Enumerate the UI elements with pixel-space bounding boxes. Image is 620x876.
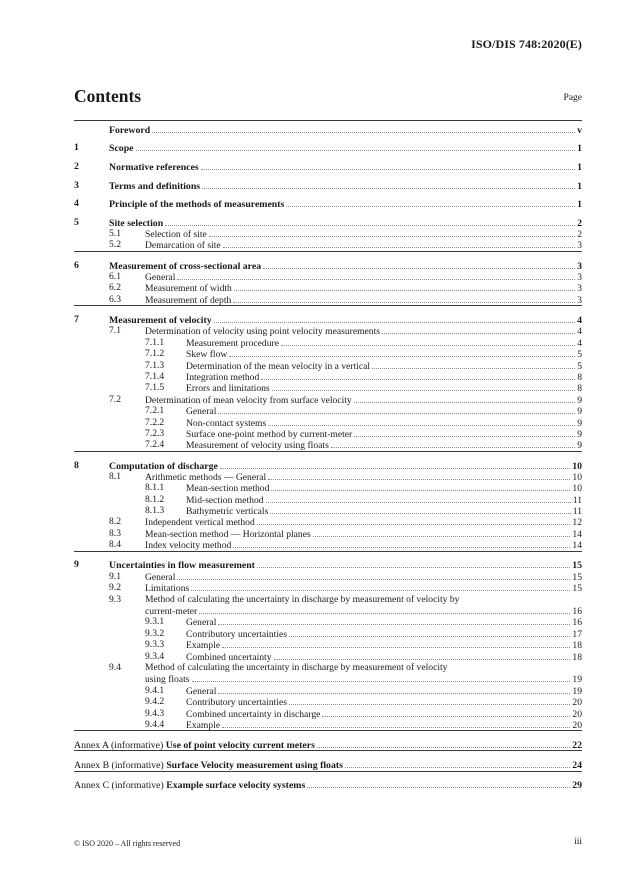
toc-entry-page: 1 <box>577 161 582 173</box>
toc-entry-number: 8.1.1 <box>145 482 165 494</box>
toc-entry-number: 4 <box>74 198 79 210</box>
dot-leader <box>223 239 576 248</box>
toc-entry-page: 15 <box>572 583 582 595</box>
toc-entry-label: Non-contact systems <box>186 417 267 429</box>
toc-entry-text <box>186 439 582 451</box>
toc-entry-label: Combined uncertainty in discharge <box>186 708 321 720</box>
dot-leader <box>165 217 575 226</box>
toc-entry[interactable] <box>74 124 582 135</box>
toc-entry-number: 8.2 <box>109 516 121 528</box>
toc-entry-label: Measurement of velocity <box>109 315 212 327</box>
dot-leader <box>261 371 575 380</box>
toc-entry-page: 5 <box>577 360 582 372</box>
toc-entry-page: 16 <box>572 605 582 617</box>
toc-entry-title <box>145 295 231 306</box>
dot-leader <box>202 180 575 189</box>
toc-entry[interactable] <box>74 371 582 382</box>
toc-entry-label: Terms and definitions <box>109 180 201 192</box>
toc-entry-label: Example <box>186 640 221 652</box>
toc-entry-page: 20 <box>572 708 582 720</box>
toc-entry[interactable] <box>74 282 582 293</box>
toc-entry-label: Mid-section method <box>186 494 264 506</box>
toc-entry-number: 8.1.2 <box>145 493 165 505</box>
toc-entry[interactable] <box>74 539 582 550</box>
toc-entry-label: Mean-section method <box>186 483 270 495</box>
toc-entry-number: 8.3 <box>109 527 121 539</box>
dot-leader <box>229 348 575 357</box>
toc-entry-text <box>109 124 582 136</box>
toc-entry-label: General <box>186 406 217 418</box>
toc-entry[interactable] <box>74 739 582 750</box>
dot-leader <box>199 605 570 614</box>
toc-entry[interactable] <box>74 594 582 605</box>
toc-entry-label: Method of calculating the uncertainty in discharge by measurement of velocity by <box>145 593 460 605</box>
toc-entry-page: 5 <box>577 349 582 361</box>
toc-entry-number: 9.2 <box>109 582 121 594</box>
dot-leader <box>234 282 575 291</box>
toc-entry-page: 22 <box>572 740 582 752</box>
toc-entry-label: Surface one-point method by current-meter <box>186 428 353 440</box>
toc-entry[interactable] <box>74 616 582 627</box>
toc-entry-number: 9.1 <box>109 570 121 582</box>
dot-leader <box>136 142 576 151</box>
dot-leader <box>218 616 570 625</box>
toc-entry[interactable] <box>74 460 582 471</box>
toc-entry-title <box>145 240 221 251</box>
dot-leader <box>177 571 570 580</box>
toc-entry-number: 7.2.1 <box>145 405 165 417</box>
toc-entry-label: Measurement of width <box>145 283 232 295</box>
toc-entry-number: 7.2.2 <box>145 416 165 428</box>
toc-entry[interactable] <box>74 142 582 153</box>
toc-entry-page: 3 <box>577 294 582 306</box>
toc-entry-label: Site selection <box>109 217 164 229</box>
dot-leader <box>382 325 575 334</box>
toc-entry-number: 7.1.4 <box>145 370 165 382</box>
toc-entry-text <box>74 759 582 771</box>
dot-leader <box>286 198 575 207</box>
toc-entry-page: 3 <box>577 272 582 284</box>
toc-entry-label: Arithmetic methods — General <box>145 471 267 483</box>
dot-leader <box>218 685 570 694</box>
toc-entry[interactable] <box>74 559 582 570</box>
toc-entry-number: 5 <box>74 216 79 228</box>
toc-entry-page: 10 <box>572 471 582 483</box>
toc-entry-number: 8.1.3 <box>145 505 165 517</box>
dot-leader <box>372 360 575 369</box>
dot-leader <box>307 779 570 788</box>
toc-entry-text <box>74 739 582 751</box>
toc-entry-label: Contributory uncertainties <box>186 697 287 709</box>
toc-entry-label: Normative references <box>109 161 199 173</box>
dot-leader <box>233 539 570 548</box>
toc-entry-page: 9 <box>577 394 582 406</box>
toc-entry-label: Use of point velocity current meters <box>165 740 315 752</box>
toc-entry-label: Measurement of velocity using floats <box>186 440 329 452</box>
toc-entry-number: 1 <box>74 142 79 154</box>
dot-leader <box>331 439 575 448</box>
toc-entry-page: 3 <box>577 240 582 252</box>
toc-entry-label: Combined uncertainty <box>186 651 272 663</box>
toc-entry-label: Determination of mean velocity from surface velocity <box>145 394 352 406</box>
toc-entry-label: Skew flow <box>186 349 228 361</box>
toc-entry-text <box>74 779 582 791</box>
toc-entry-number: 9.4.4 <box>145 718 165 730</box>
toc-entry[interactable] <box>74 239 582 250</box>
toc-entry-label: General <box>186 685 217 697</box>
toc-entry[interactable] <box>74 696 582 707</box>
toc-entry-number: 9.3.1 <box>145 616 165 628</box>
toc-entry-number: 9.4 <box>109 661 121 673</box>
toc-entry-number: 7.1.3 <box>145 359 165 371</box>
toc-entry[interactable] <box>74 759 582 770</box>
dot-leader <box>233 294 575 303</box>
toc-entry-page: 9 <box>577 428 582 440</box>
toc-entry-label: General <box>145 272 176 284</box>
toc-entry[interactable] <box>74 337 582 348</box>
toc-entry-page: v <box>577 124 582 136</box>
toc-entry-page: 29 <box>572 780 582 792</box>
toc-entry-label: Measurement of depth <box>145 294 232 306</box>
toc-entry-label: Errors and limitations <box>186 383 270 395</box>
dot-leader <box>218 405 575 414</box>
dot-leader <box>345 759 570 768</box>
dot-leader <box>222 719 570 728</box>
toc-entry-page: 8 <box>577 371 582 383</box>
toc-entry-label: Measurement of cross-sectional area <box>109 260 262 272</box>
toc-entry-page: 3 <box>577 260 582 272</box>
toc-entry[interactable] <box>74 651 582 662</box>
toc-entry[interactable] <box>74 719 582 730</box>
toc-entry[interactable] <box>74 528 582 539</box>
toc-entry-number: 7.1.1 <box>145 336 165 348</box>
toc-entry[interactable] <box>74 582 582 593</box>
toc-entry-text <box>109 161 582 173</box>
toc-entry-page: 1 <box>577 199 582 211</box>
toc-entry[interactable] <box>74 779 582 790</box>
toc-entry-page: 16 <box>572 617 582 629</box>
dot-leader <box>268 471 570 480</box>
toc-entry-label: Independent vertical method <box>145 517 255 529</box>
dot-leader <box>263 260 575 269</box>
toc-entry-label: Limitations <box>145 583 190 595</box>
toc-entry-label: Measurement procedure <box>186 337 279 349</box>
page-column-label: Page <box>563 93 582 103</box>
toc-entry[interactable] <box>74 405 582 416</box>
toc-entry[interactable] <box>74 628 582 639</box>
toc-entry-label: current-meter <box>145 605 198 617</box>
toc-entry-page: 9 <box>577 417 582 429</box>
dot-leader <box>192 673 571 682</box>
toc-entry-text <box>145 539 582 551</box>
toc-entry[interactable] <box>74 260 582 271</box>
toc-entry[interactable] <box>74 494 582 505</box>
dot-leader <box>177 271 575 280</box>
toc-entry-text <box>145 239 582 251</box>
dot-leader <box>354 394 575 403</box>
toc-entry-label: General <box>145 571 176 583</box>
toc-entry-number: 8.4 <box>109 539 121 551</box>
toc-entry-title <box>109 162 199 173</box>
toc-entry[interactable] <box>74 294 582 305</box>
toc-entry-label: using floats <box>145 674 190 686</box>
toc-entry-page: 4 <box>577 337 582 349</box>
toc-entry-label: General <box>186 617 217 629</box>
dot-leader <box>317 739 570 748</box>
toc-entry-number: 9.3.2 <box>145 627 165 639</box>
toc-entry[interactable] <box>74 180 582 191</box>
toc-entry[interactable] <box>74 482 582 493</box>
toc-entry-label: Selection of site <box>145 229 207 241</box>
toc-entry-number: 6.3 <box>109 293 121 305</box>
toc-entry-title <box>109 125 150 136</box>
table-of-contents <box>74 120 582 791</box>
toc-entry[interactable] <box>74 605 582 616</box>
toc-entry-number: 7.2.4 <box>145 439 165 451</box>
toc-entry-number: 9.4.3 <box>145 707 165 719</box>
toc-entry[interactable] <box>74 428 582 439</box>
toc-entry-label: Method of calculating the uncertainty in discharge by measurement of velocity <box>145 661 448 673</box>
toc-entry[interactable] <box>74 271 582 282</box>
toc-entry-number: 7.1 <box>109 325 121 337</box>
page-number-footer: iii <box>574 837 582 847</box>
toc-entry-text <box>109 142 582 154</box>
document-id-header: ISO/DIS 748:2020(E) <box>471 37 582 51</box>
toc-entry-page: 2 <box>577 229 582 241</box>
toc-entry-page: 20 <box>572 719 582 731</box>
toc-entry[interactable] <box>74 161 582 172</box>
toc-entry-page: 15 <box>572 560 582 572</box>
toc-entry-text <box>109 180 582 192</box>
toc-entry-number: 9.4.1 <box>145 684 165 696</box>
toc-entry-page: 9 <box>577 406 582 418</box>
toc-entry-number: 2 <box>74 160 79 172</box>
annex-prefix: Annex B (informative) <box>74 760 167 772</box>
toc-entry-label: Scope <box>109 143 134 155</box>
toc-entry-page: 17 <box>572 628 582 640</box>
annex-prefix: Annex A (informative) <box>74 740 166 752</box>
toc-entry-page: 20 <box>572 697 582 709</box>
dot-leader <box>257 559 570 568</box>
toc-entry[interactable] <box>74 471 582 482</box>
toc-entry-label: Mean-section method — Horizontal planes <box>145 528 311 540</box>
dot-leader <box>201 161 575 170</box>
toc-entry[interactable] <box>74 673 582 684</box>
toc-entry[interactable] <box>74 439 582 450</box>
copyright-footer: © ISO 2020 – All rights reserved <box>74 839 181 848</box>
toc-entry-text <box>145 594 582 605</box>
toc-entry-number: 8 <box>74 459 79 471</box>
toc-entry-title <box>145 662 447 673</box>
dot-leader <box>270 505 570 514</box>
toc-entry-number: 6 <box>74 259 79 271</box>
toc-entry-page: 2 <box>577 217 582 229</box>
toc-entry-number: 7.2.3 <box>145 427 165 439</box>
dot-leader <box>152 124 575 133</box>
toc-entry-label: Determination of velocity using point velocity measurements <box>145 326 380 338</box>
toc-entry[interactable] <box>74 394 582 405</box>
toc-entry[interactable] <box>74 314 582 325</box>
toc-entry-number: 8.1 <box>109 470 121 482</box>
toc-entry-page: 10 <box>572 483 582 495</box>
toc-entry-number: 3 <box>74 179 79 191</box>
dot-leader <box>271 482 570 491</box>
toc-entry[interactable] <box>74 348 582 359</box>
toc-entry[interactable] <box>74 228 582 239</box>
toc-entry-page: 14 <box>572 528 582 540</box>
toc-entry-page: 11 <box>572 506 582 518</box>
page-title: Contents <box>74 86 142 106</box>
dot-leader <box>272 382 576 391</box>
toc-entry-number: 6.2 <box>109 282 121 294</box>
dot-leader <box>268 417 575 426</box>
toc-entry-title <box>109 181 200 192</box>
toc-entry-page: 24 <box>572 760 582 772</box>
toc-entry-page: 3 <box>577 283 582 295</box>
toc-entry-page: 12 <box>572 517 582 529</box>
annex-prefix: Annex C (informative) <box>74 780 167 792</box>
toc-entry-page: 18 <box>572 640 582 652</box>
toc-entry-title <box>186 720 220 731</box>
toc-entry-page: 14 <box>572 540 582 552</box>
toc-entry-label: Uncertainties in flow measurement <box>109 560 255 572</box>
dot-leader <box>313 528 571 537</box>
toc-entry-number: 5.1 <box>109 228 121 240</box>
toc-entry-number: 9 <box>74 559 79 571</box>
toc-entry-label: Determination of the mean velocity in a vertical <box>186 360 371 372</box>
dot-leader <box>274 651 571 660</box>
toc-entry-title <box>74 780 305 791</box>
toc-entry-label: Demarcation of site <box>145 240 221 252</box>
toc-entry-page: 15 <box>572 571 582 583</box>
toc-entry-number: 9.3 <box>109 593 121 605</box>
toc-entry-page: 8 <box>577 383 582 395</box>
toc-entry-number: 7 <box>74 314 79 326</box>
toc-entry[interactable] <box>74 505 582 516</box>
toc-entry[interactable] <box>74 417 582 428</box>
toc-entry[interactable] <box>74 382 582 393</box>
dot-leader <box>222 639 570 648</box>
toc-entry-page: 1 <box>577 180 582 192</box>
toc-entry-page: 10 <box>572 460 582 472</box>
toc-entry-number: 7.1.2 <box>145 348 165 360</box>
toc-entry-page: 11 <box>572 494 582 506</box>
toc-entry[interactable] <box>74 516 582 527</box>
toc-entry-text <box>109 198 582 210</box>
toc-entry[interactable] <box>74 662 582 673</box>
toc-entry-number: 9.3.4 <box>145 650 165 662</box>
toc-entry-title <box>145 594 459 605</box>
toc-entry-label: Principle of the methods of measurements <box>109 199 285 211</box>
toc-entry-title <box>109 143 134 154</box>
dot-leader <box>266 494 571 503</box>
toc-entry-label: Integration method <box>186 371 260 383</box>
dot-leader <box>209 228 575 237</box>
toc-entry[interactable] <box>74 360 582 371</box>
toc-entry-title <box>74 760 343 771</box>
toc-entry-number: 7.2 <box>109 393 121 405</box>
dot-leader <box>257 516 571 525</box>
toc-entry-number: 6.1 <box>109 271 121 283</box>
toc-entry[interactable] <box>74 708 582 719</box>
toc-entry-number: 9.3.3 <box>145 639 165 651</box>
toc-entry-page: 18 <box>572 651 582 663</box>
toc-entry-page: 4 <box>577 315 582 327</box>
toc-entry[interactable] <box>74 685 582 696</box>
toc-entry[interactable] <box>74 217 582 228</box>
toc-entry-number: 9.4.2 <box>145 696 165 708</box>
toc-entry-text <box>145 294 582 306</box>
toc-entry-page: 1 <box>577 143 582 155</box>
toc-entry-label: Contributory uncertainties <box>186 628 287 640</box>
toc-entry-label: Surface Velocity measurement using floats <box>166 760 343 772</box>
toc-entry-label: Example surface velocity systems <box>166 780 306 792</box>
toc-entry-label: Example <box>186 719 221 731</box>
toc-entry-title <box>145 540 231 551</box>
toc-entry-number: 5.2 <box>109 239 121 251</box>
toc-entry[interactable] <box>74 639 582 650</box>
toc-entry-page: 4 <box>577 326 582 338</box>
dot-leader <box>220 460 570 469</box>
toc-entry-label: Index velocity method <box>145 540 232 552</box>
toc-entry[interactable] <box>74 198 582 209</box>
dot-leader <box>289 628 570 637</box>
toc-entry-title <box>186 440 329 451</box>
toc-entry[interactable] <box>74 571 582 582</box>
toc-entry-page: 9 <box>577 440 582 452</box>
toc-entry-number: 7.1.5 <box>145 382 165 394</box>
toc-entry-text <box>145 662 582 673</box>
toc-entry-title <box>74 740 315 751</box>
dot-leader <box>322 708 570 717</box>
toc-entry-text <box>186 719 582 731</box>
toc-entry-label: Foreword <box>109 124 151 136</box>
dot-leader <box>214 314 575 323</box>
dot-leader <box>354 428 575 437</box>
section-divider <box>74 120 582 121</box>
toc-entry-label: Bathymetric verticals <box>186 506 269 518</box>
toc-entry-label: Computation of discharge <box>109 460 218 472</box>
dot-leader <box>281 337 575 346</box>
dot-leader <box>289 696 570 705</box>
toc-entry[interactable] <box>74 325 582 336</box>
toc-entry-page: 19 <box>572 674 582 686</box>
toc-entry-title <box>109 199 284 210</box>
toc-entry-page: 19 <box>572 685 582 697</box>
dot-leader <box>191 582 570 591</box>
